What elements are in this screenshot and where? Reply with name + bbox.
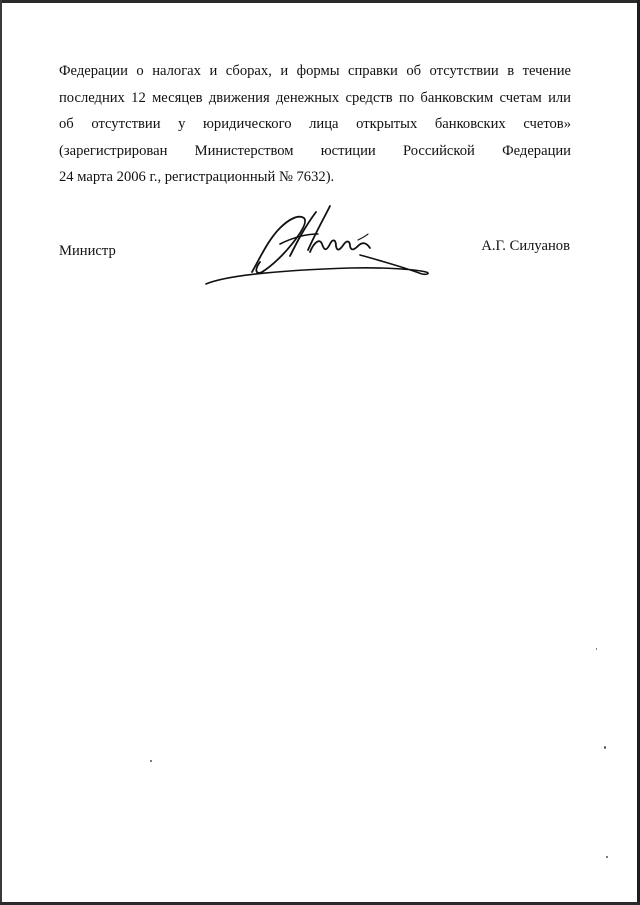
scan-speck (604, 746, 606, 749)
body-line: 24 марта 2006 г., регистрационный № 7632). (59, 169, 335, 185)
signatory-role: Министр (59, 243, 116, 259)
body-line: последних 12 месяцев движения денежных средств по банковским счетам или (59, 89, 571, 106)
signatory-name: А.Г. Силуанов (481, 238, 570, 254)
body-line: (зарегистрирован Министерством юстиции Российской Федерации (59, 142, 571, 159)
handwritten-signature-icon (200, 200, 440, 292)
scan-border-top (0, 0, 640, 3)
scan-border-left (0, 0, 2, 905)
body-line: об отсутствии у юридического лица открытых банковских счетов» (59, 116, 571, 132)
scan-speck (606, 856, 608, 858)
scan-speck (150, 760, 152, 762)
document-body-text (59, 58, 571, 191)
body-line: Федерации о налогах и сборах, и формы справки об отсутствии в течение (59, 63, 571, 79)
scan-speck (596, 648, 597, 650)
